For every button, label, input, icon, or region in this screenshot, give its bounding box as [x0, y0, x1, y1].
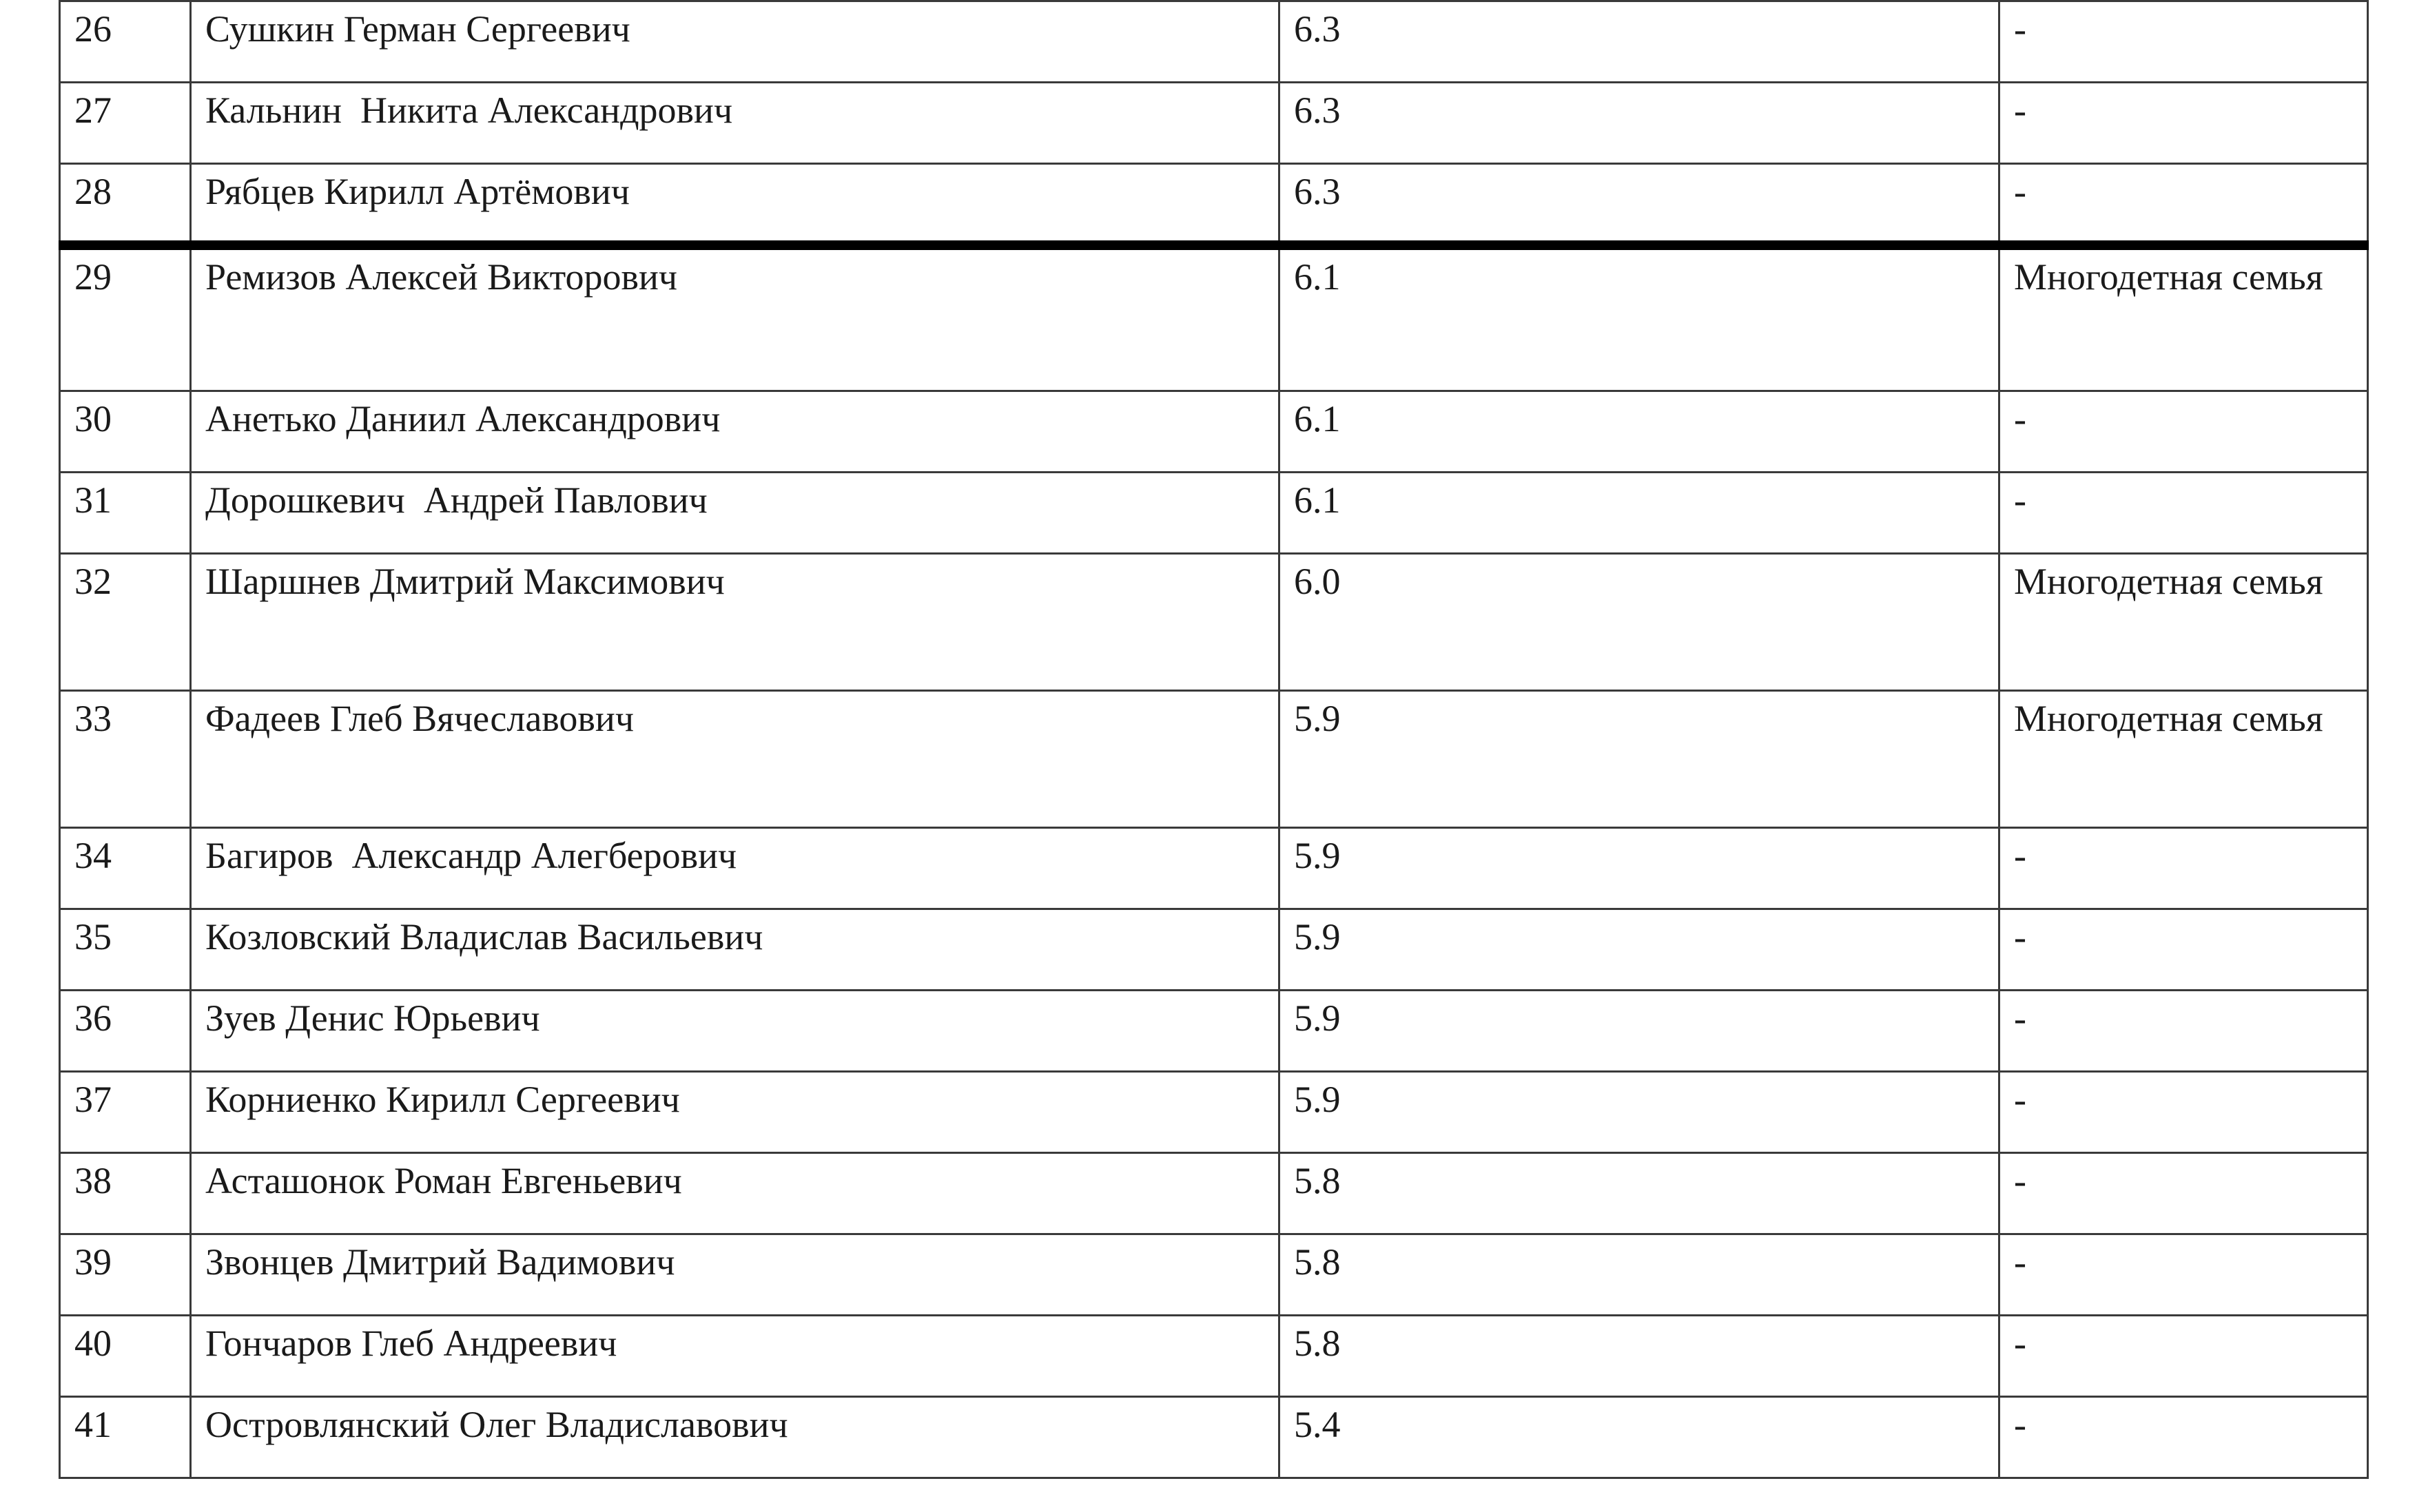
- table-row: [60, 473, 2368, 554]
- row-number: 33: [60, 691, 191, 828]
- row-number: 27: [60, 83, 191, 164]
- row-name: Корниенко Кирилл Сергеевич: [191, 1072, 1279, 1153]
- row-note: -: [1999, 1, 2368, 83]
- row-name: Козловский Владислав Васильевич: [191, 909, 1279, 991]
- row-number: 40: [60, 1316, 191, 1397]
- row-score: 6.3: [1279, 1, 1999, 83]
- row-name: Ремизов Алексей Викторович: [191, 245, 1279, 391]
- row-name: Сушкин Герман Сергеевич: [191, 1, 1279, 83]
- row-number: 30: [60, 391, 191, 473]
- row-name: Фадеев Глеб Вячеславович: [191, 691, 1279, 828]
- row-score: 5.8: [1279, 1234, 1999, 1316]
- row-score: 5.8: [1279, 1153, 1999, 1234]
- row-number: 31: [60, 473, 191, 554]
- row-score: 5.8: [1279, 1316, 1999, 1397]
- row-score: 5.4: [1279, 1397, 1999, 1478]
- row-score: 5.9: [1279, 991, 1999, 1072]
- table-row: [60, 991, 2368, 1072]
- row-note: -: [1999, 1316, 2368, 1397]
- row-score: 6.3: [1279, 83, 1999, 164]
- row-score: 6.0: [1279, 554, 1999, 691]
- row-note: -: [1999, 473, 2368, 554]
- row-note: -: [1999, 164, 2368, 245]
- table-row: [60, 164, 2368, 245]
- row-note: Многодетная семья: [1999, 691, 2368, 828]
- row-note: -: [1999, 391, 2368, 473]
- row-score: 6.3: [1279, 164, 1999, 245]
- row-score: 5.9: [1279, 828, 1999, 909]
- row-number: 32: [60, 554, 191, 691]
- row-number: 38: [60, 1153, 191, 1234]
- row-number: 28: [60, 164, 191, 245]
- row-number: 34: [60, 828, 191, 909]
- row-score: 6.1: [1279, 391, 1999, 473]
- table-row: [60, 1316, 2368, 1397]
- table-row: [60, 691, 2368, 828]
- row-note: -: [1999, 1397, 2368, 1478]
- table-row: [60, 1153, 2368, 1234]
- table-row: [60, 83, 2368, 164]
- applicants-table: [59, 0, 2369, 1479]
- row-note: Многодетная семья: [1999, 245, 2368, 391]
- row-name: Анетько Даниил Александрович: [191, 391, 1279, 473]
- row-number: 26: [60, 1, 191, 83]
- row-number: 37: [60, 1072, 191, 1153]
- table-row: [60, 1234, 2368, 1316]
- table-row: [60, 391, 2368, 473]
- row-number: 29: [60, 245, 191, 391]
- row-name: Островлянский Олег Владиславович: [191, 1397, 1279, 1478]
- row-number: 41: [60, 1397, 191, 1478]
- row-name: Гончаров Глеб Андреевич: [191, 1316, 1279, 1397]
- table-row: [60, 554, 2368, 691]
- row-note: -: [1999, 1153, 2368, 1234]
- table-row: [60, 1072, 2368, 1153]
- row-name: Кальнин Никита Александрович: [191, 83, 1279, 164]
- applicants-table-body: [60, 1, 2368, 1478]
- row-name: Рябцев Кирилл Артёмович: [191, 164, 1279, 245]
- row-note: -: [1999, 991, 2368, 1072]
- row-note: Многодетная семья: [1999, 554, 2368, 691]
- table-row: [60, 828, 2368, 909]
- row-note: -: [1999, 828, 2368, 909]
- row-name: Звонцев Дмитрий Вадимович: [191, 1234, 1279, 1316]
- table-row: [60, 1397, 2368, 1478]
- table-row: [60, 909, 2368, 991]
- row-note: -: [1999, 1234, 2368, 1316]
- row-score: 6.1: [1279, 245, 1999, 391]
- row-name: Асташонок Роман Евгеньевич: [191, 1153, 1279, 1234]
- row-score: 5.9: [1279, 1072, 1999, 1153]
- row-number: 35: [60, 909, 191, 991]
- row-score: 5.9: [1279, 909, 1999, 991]
- row-number: 36: [60, 991, 191, 1072]
- row-note: -: [1999, 909, 2368, 991]
- row-note: -: [1999, 1072, 2368, 1153]
- row-name: Дорошкевич Андрей Павлович: [191, 473, 1279, 554]
- row-score: 5.9: [1279, 691, 1999, 828]
- row-score: 6.1: [1279, 473, 1999, 554]
- row-name: Багиров Александр Алегберович: [191, 828, 1279, 909]
- row-name: Шаршнев Дмитрий Максимович: [191, 554, 1279, 691]
- table-row: [60, 245, 2368, 391]
- row-number: 39: [60, 1234, 191, 1316]
- row-name: Зуев Денис Юрьевич: [191, 991, 1279, 1072]
- table-row: [60, 1, 2368, 83]
- row-note: -: [1999, 83, 2368, 164]
